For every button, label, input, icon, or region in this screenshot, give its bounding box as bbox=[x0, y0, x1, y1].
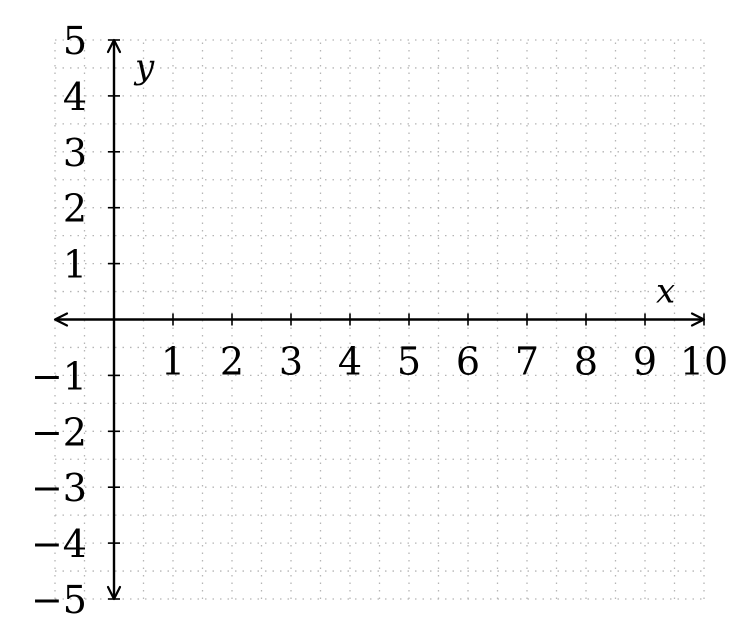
x-tick-label: 10 bbox=[679, 339, 729, 384]
x-tick-label: 4 bbox=[337, 339, 363, 384]
y-tick-label: −5 bbox=[30, 578, 87, 622]
x-tick-label: 6 bbox=[455, 339, 481, 384]
x-tick-label: 3 bbox=[278, 339, 304, 384]
x-tick-label: 7 bbox=[514, 339, 540, 384]
x-tick-label: 5 bbox=[396, 339, 422, 384]
y-tick-label: 5 bbox=[62, 19, 87, 63]
y-tick-label: −1 bbox=[30, 354, 87, 399]
x-tick-label: 1 bbox=[160, 339, 186, 384]
y-tick-label: −4 bbox=[30, 522, 87, 567]
y-tick-label: 2 bbox=[62, 186, 87, 231]
y-tick-label: −3 bbox=[30, 466, 87, 511]
y-tick-label: 1 bbox=[62, 242, 87, 287]
x-tick-label: 8 bbox=[573, 339, 599, 384]
x-axis-label: x bbox=[656, 271, 676, 312]
y-tick-label: −2 bbox=[30, 410, 87, 455]
y-tick-label: 4 bbox=[62, 74, 87, 119]
x-tick-label: 2 bbox=[219, 339, 245, 384]
y-axis-label: y bbox=[135, 47, 155, 87]
y-tick-label: 3 bbox=[62, 130, 87, 175]
x-tick-label: 9 bbox=[632, 339, 658, 384]
